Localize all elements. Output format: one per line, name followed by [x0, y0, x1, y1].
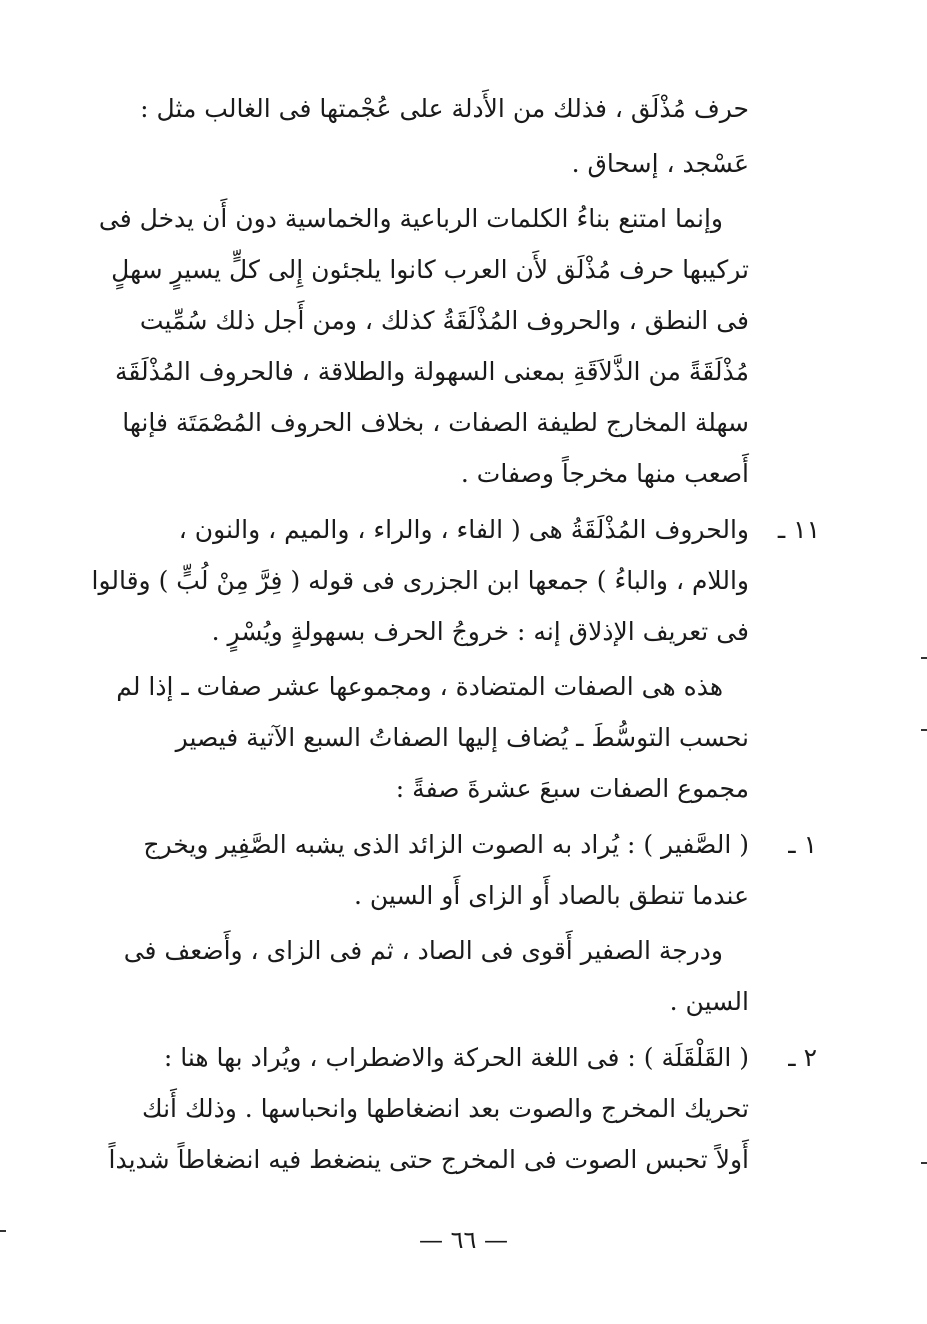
text-line: فى تعريف الإذلاق إنه : خروجُ الحرف بسهولةٍ ويُسْرٍ . — [211, 617, 749, 646]
scan-mark — [921, 1162, 927, 1164]
item-number: ١ ـ — [788, 830, 817, 859]
text-line: ( الصَّفير ) : يُراد به الصوت الزائد الذى يشبه الصَّفِير ويخرج — [143, 830, 749, 859]
text-line: عَسْجد ، إسحاق . — [571, 149, 749, 178]
item-number: ٢ ـ — [788, 1043, 817, 1072]
text-line: هذه هى الصفات المتضادة ، ومجموعها عشر صفات ـ إذا لم — [116, 672, 723, 701]
page-number: — ٦٦ — — [418, 1226, 509, 1254]
text-line: وإنما امتنع بناءُ الكلمات الرباعية والخماسية دون أَن يدخل فى — [98, 204, 723, 233]
text-line: نحسب التوسُّطَ ـ يُضاف إليها الصفاتُ السبع الآتية فيصير — [175, 723, 749, 752]
text-line: عندما تنطق بالصاد أَو الزاى أَو السين . — [354, 881, 749, 910]
text-line: مُذْلَقَةً من الذَّلاَقَةِ بمعنى السهولة والطلاقة ، فالحروف المُذْلَقَة — [114, 357, 749, 386]
scan-mark — [921, 657, 927, 659]
text-line: تركيبها حرف مُذْلَق لأَن العرب كانوا يلجئون إِلى كلٍّ يسيرٍ سهلٍ — [111, 255, 749, 284]
text-line: أَصعب منها مخرجاً وصفات . — [460, 459, 749, 488]
text-line: ودرجة الصفير أَقوى فى الصاد ، ثم فى الزاى ، وأَضعف فى — [123, 936, 723, 965]
text-line: ( القَلْقَلَة ) : فى اللغة الحركة والاضطراب ، ويُراد بها هنا : — [163, 1043, 749, 1072]
text-line: فى النطق ، والحروف المُذْلَقَةُ كذلك ، ومن أَجل ذلك سُمِّيت — [139, 306, 749, 335]
scan-mark — [0, 1230, 6, 1232]
text-line: السين . — [669, 987, 749, 1016]
text-line: حرف مُذْلَق ، فذلك من الأَدلة على عُجْمتها فى الغالب مثل : — [140, 94, 749, 123]
text-line: والحروف المُذْلَقَةُ هى ( الفاء ، والراء ، والميم ، والنون ، — [178, 515, 749, 544]
item-number: ١١ ـ — [777, 515, 820, 544]
text-line: واللام ، والباءُ ) جمعها ابن الجزرى فى قوله ( فِرَّ مِنْ لُبٍّ ) وقالوا — [91, 566, 749, 595]
text-line: مجموع الصفات سبعَ عشرةَ صفةً : — [395, 774, 749, 803]
text-line: أَولاً تحبس الصوت فى المخرج حتى ينضغط فيه انضغاطاً شديداً — [108, 1145, 749, 1174]
scan-mark — [921, 729, 927, 731]
text-line: سهلة المخارج لطيفة الصفات ، بخلاف الحروف المُصْمَتَة فإنها — [122, 408, 749, 437]
text-line: تحريك المخرج والصوت بعد انضغاطها وانحباسها . وذلك أَنك — [142, 1094, 749, 1123]
